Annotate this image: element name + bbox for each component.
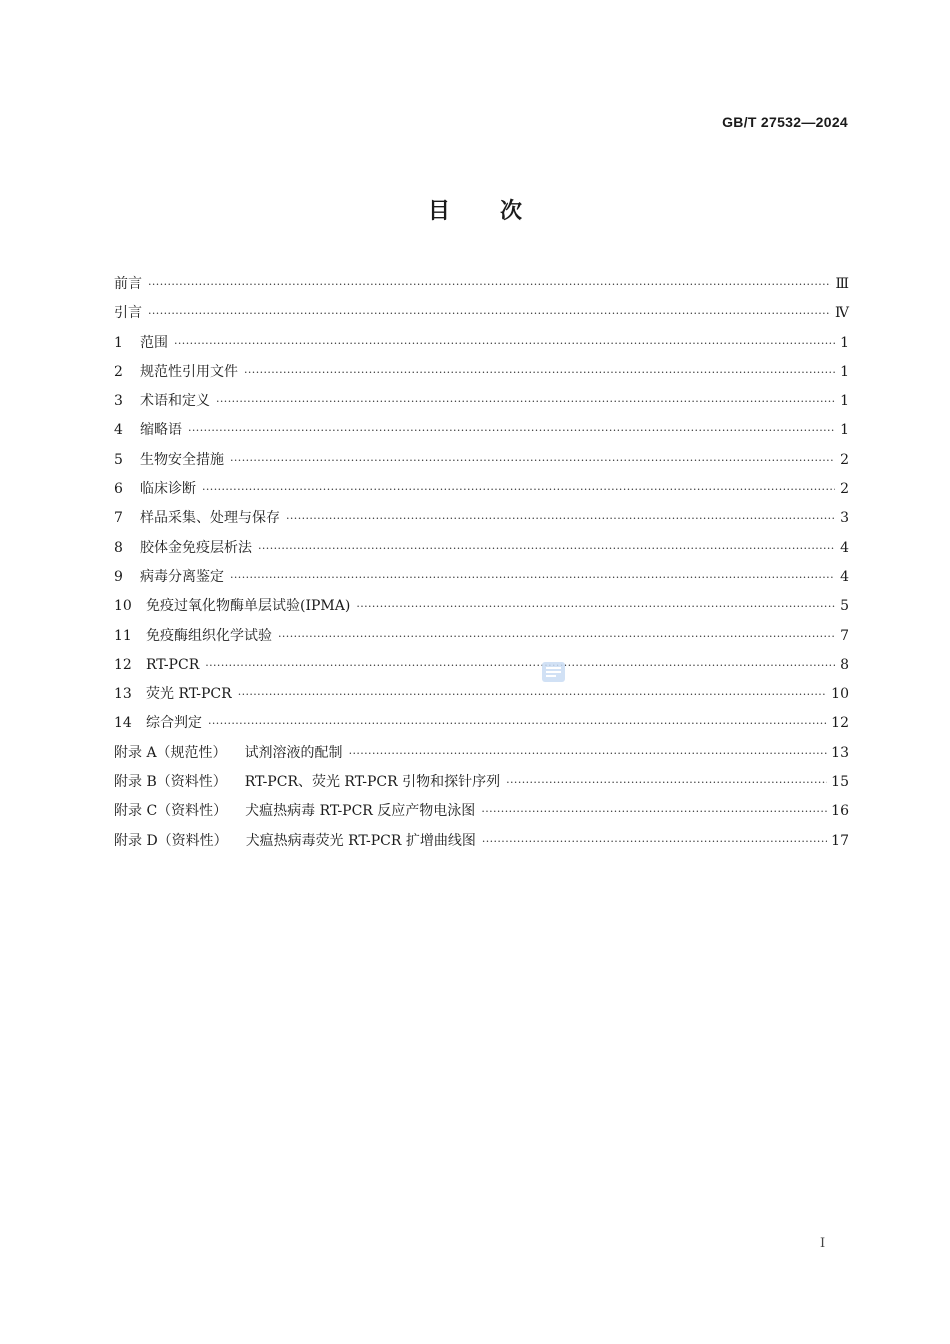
toc-entry-title: 荧光 RT-PCR [146,686,232,703]
toc-section-number: 11 [114,627,132,644]
toc-page-number: 10 [831,686,849,703]
toc-section-number: 10 [114,598,132,615]
toc-entry[interactable] [114,504,849,533]
toc-page-number: 5 [840,598,849,615]
toc-entry-title: RT-PCR、荧光 RT-PCR 引物和探针序列 [244,774,501,791]
standard-number: GB/T 27532—2024 [722,114,848,130]
toc-dot-leader [349,739,828,768]
toc-page-number: 8 [840,656,849,673]
toc-entry[interactable] [114,592,849,621]
toc-entry[interactable] [114,827,849,856]
toc-dot-leader [238,680,827,709]
toc-dot-leader [506,768,827,797]
toc-section-number: 9 [114,568,123,585]
toc-section-number: 2 [114,363,123,380]
toc-entry-title: RT-PCR [146,656,200,673]
toc-section-number: 14 [114,715,132,732]
toc-entry[interactable] [114,475,849,504]
toc-entry-title: 犬瘟热病毒 RT-PCR 反应产物电泳图 [245,803,476,820]
toc-entry[interactable] [114,270,849,299]
toc-entry-title: 范围 [140,334,168,351]
toc-entry-title: 胶体金免疫层析法 [140,539,252,556]
toc-dot-leader [258,534,835,563]
toc-page-number: 12 [831,715,849,732]
toc-entry-title: 犬瘟热病毒荧光 RT-PCR 扩增曲线图 [245,832,476,849]
toc-page-number: 15 [831,774,849,791]
toc-page-number: Ⅳ [835,305,849,322]
toc-dot-leader [174,329,835,358]
toc-entry[interactable] [114,680,849,709]
toc-page-number: 7 [840,627,849,644]
toc-page-number: 13 [831,744,849,761]
toc-entry[interactable] [114,534,849,563]
toc-dot-leader [286,504,835,533]
toc-entry[interactable] [114,739,849,768]
toc-section-number: 13 [114,686,132,703]
toc-appendix-label: 附录 A（规范性） [114,744,227,761]
toc-dot-leader [188,416,835,445]
toc-entry[interactable] [114,622,849,651]
toc-dot-leader [230,563,835,592]
toc-entry[interactable] [114,797,849,826]
toc-section-number: 7 [114,510,123,527]
page-number: I [820,1236,826,1251]
toc-dot-leader [356,592,835,621]
toc-entry-title: 免疫过氧化物酶单层试验(IPMA) [146,598,351,615]
toc-page-number: 16 [831,803,849,820]
toc-dot-leader [216,387,835,416]
toc-page-number: 4 [840,568,849,585]
toc-entry-title: 缩略语 [140,422,182,439]
toc-section-number: 12 [114,656,132,673]
toc-section-number: 4 [114,422,123,439]
toc-page-number: 3 [840,510,849,527]
toc-entry-title: 规范性引用文件 [140,363,238,380]
toc-page-number: 1 [840,334,849,351]
toc-section-number: 6 [114,481,123,498]
toc-section-number: 8 [114,539,123,556]
toc-page-number: 2 [840,451,849,468]
toc-entry[interactable] [114,387,849,416]
toc-dot-leader [208,709,827,738]
table-of-contents [114,270,849,856]
toc-entry[interactable] [114,358,849,387]
toc-entry-title: 前言 [114,276,142,292]
toc-dot-leader [482,827,827,856]
toc-entry-title: 样品采集、处理与保存 [140,510,280,527]
toc-entry[interactable] [114,709,849,738]
toc-entry-title: 引言 [114,305,142,322]
toc-appendix-label: 附录 B（资料性） [114,774,227,791]
page-title: 目次 [427,199,572,224]
toc-entry[interactable] [114,416,849,445]
toc-appendix-label: 附录 D（资料性） [114,832,228,849]
toc-entry[interactable] [114,329,849,358]
toc-page-number: 1 [840,363,849,380]
toc-dot-leader [148,299,831,328]
toc-page-number: 4 [840,539,849,556]
toc-appendix-label: 附录 C（资料性） [114,803,228,820]
toc-page-number: Ⅲ [835,276,849,292]
toc-dot-leader [202,475,835,504]
toc-page-number: 1 [840,393,849,410]
toc-page-number: 2 [840,481,849,498]
toc-dot-leader [244,358,835,387]
toc-section-number: 1 [114,334,123,351]
toc-entry[interactable] [114,446,849,475]
toc-page-number: 17 [831,832,849,849]
toc-dot-leader [148,270,831,299]
document-watermark-icon [541,660,566,684]
toc-entry-title: 综合判定 [146,715,202,732]
toc-entry[interactable] [114,299,849,328]
toc-entry[interactable] [114,768,849,797]
toc-entry-title: 生物安全措施 [140,451,224,468]
toc-entry-title: 病毒分离鉴定 [140,568,224,585]
toc-page-number: 1 [840,422,849,439]
toc-dot-leader [230,446,835,475]
toc-entry-title: 免疫酶组织化学试验 [146,627,272,644]
toc-entry[interactable] [114,563,849,592]
toc-entry-title: 术语和定义 [140,393,210,410]
toc-dot-leader [278,622,835,651]
toc-entry-title: 临床诊断 [140,481,196,498]
toc-entry-title: 试剂溶液的配制 [244,744,343,761]
toc-section-number: 3 [114,393,123,410]
toc-dot-leader [205,651,835,680]
toc-dot-leader [481,797,827,826]
toc-entry[interactable] [114,651,849,680]
toc-section-number: 5 [114,451,123,468]
